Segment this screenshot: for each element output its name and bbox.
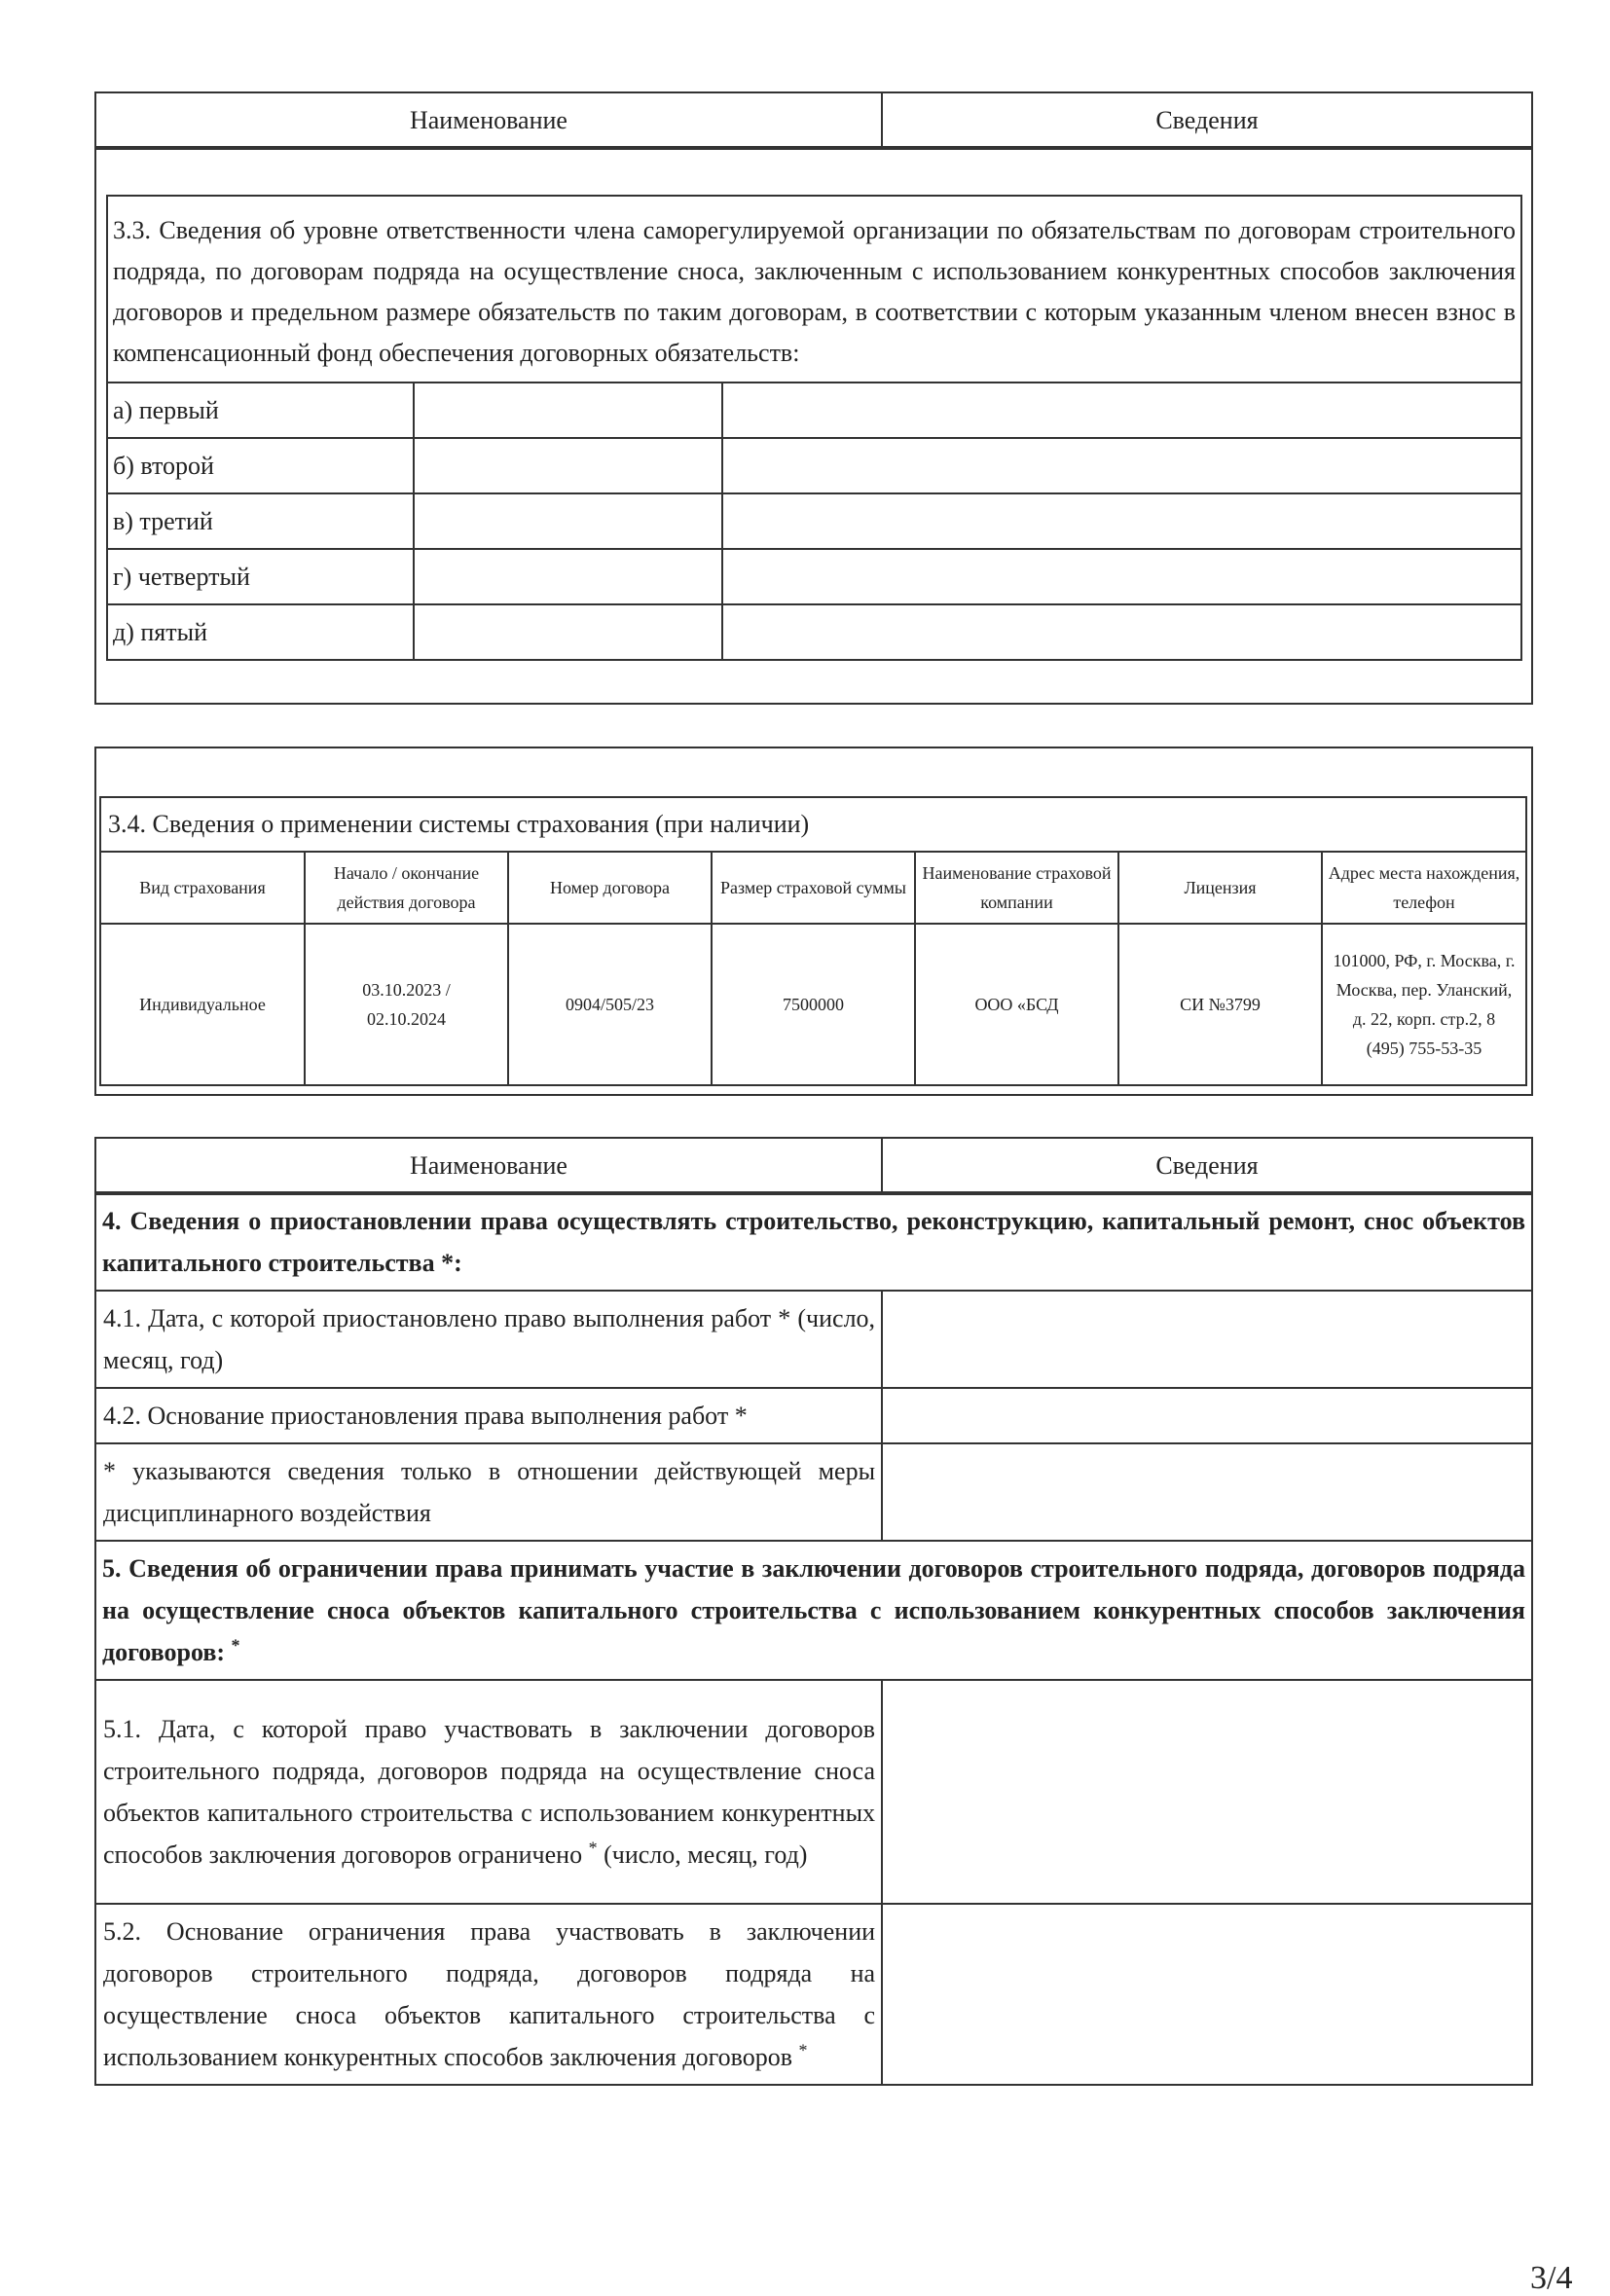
table-row: [95, 1291, 1532, 1388]
item-5-1-asterisk: *: [588, 1838, 598, 1858]
section-5-heading-asterisk: *: [231, 1635, 240, 1656]
col-insured-sum: Размер страховой суммы: [712, 852, 915, 924]
item-5-1-value: [882, 1680, 1532, 1904]
item-4-1-label: 4.1. Дата, с которой приостановлено право выполнения работ * (число, месяц, год): [95, 1291, 882, 1388]
table-row: [95, 1904, 1532, 2085]
level-amount: [722, 493, 1521, 549]
section-3-3-table: [106, 195, 1522, 661]
level-value: [414, 549, 722, 604]
table-row: [107, 438, 1521, 493]
level-amount: [722, 438, 1521, 493]
item-5-1-tail: (число, месяц, год): [604, 1840, 808, 1869]
level-label: в) третий: [107, 493, 414, 549]
section-3-3-text: 3.3. Сведения об уровне ответственности члена саморегулируемой организации по обязательствам по договорам строительного подряда, по договорам подряда на осуществление сноса, заключенным с использованием конкурентных способов заключения договоров и предельном размере обязательств по таким договорам, в соответствии с которым указанным членом внесен взнос в компенсационный фонд обеспечения договорных обязательств:: [107, 196, 1521, 383]
col-insurance-type: Вид страхования: [100, 852, 305, 924]
level-value: [414, 438, 722, 493]
item-5-1-text: 5.1. Дата, с которой право участвовать в заключении договоров строительного подряда, договоров подряда на осуществление сноса объектов капитального строительства с использованием конкурентных способов заключения договоров ограничено: [103, 1715, 876, 1869]
table-row: [95, 1388, 1532, 1443]
header-name: Наименование: [95, 1138, 882, 1194]
section-4-note: * указываются сведения только в отношении действующей меры дисциплинарного воздействия: [95, 1443, 882, 1541]
item-4-2-value: [882, 1388, 1532, 1443]
level-label: а) первый: [107, 383, 414, 438]
header-table-top: [94, 91, 1533, 150]
item-5-2-text: 5.2. Основание ограничения права участвовать в заключении договоров строительного подряда, договоров подряда на осуществление сноса объектов капитального строительства с использованием конкурентных способов заключения договоров: [103, 1917, 876, 2071]
header-info: Сведения: [882, 92, 1532, 149]
level-label: д) пятый: [107, 604, 414, 660]
table-row: [100, 924, 1526, 1085]
insurance-table: [99, 796, 1527, 1086]
section-4-note-value: [882, 1443, 1532, 1541]
item-4-1-value: [882, 1291, 1532, 1388]
level-amount: [722, 549, 1521, 604]
insurance-type-value: Индивидуальное: [100, 924, 305, 1085]
item-5-2-asterisk: *: [798, 2040, 808, 2060]
header-name: Наименование: [95, 92, 882, 149]
table-row: [107, 604, 1521, 660]
section-3-4-title: 3.4. Сведения о применении системы страхования (при наличии): [100, 797, 1526, 852]
col-license: Лицензия: [1118, 852, 1322, 924]
contract-period-value: 03.10.2023 / 02.10.2024: [305, 924, 508, 1085]
col-contract-number: Номер договора: [508, 852, 712, 924]
col-insurer-name: Наименование страховой компании: [915, 852, 1118, 924]
level-value: [414, 493, 722, 549]
table-row: [107, 383, 1521, 438]
address-value: 101000, РФ, г. Москва, г. Москва, пер. Уланский, д. 22, корп. стр.2, 8 (495) 755-53-35: [1322, 924, 1526, 1085]
insurance-header-row: [100, 852, 1526, 924]
insurer-name-value: ООО «БСД: [915, 924, 1118, 1085]
suspension-table: [94, 1191, 1533, 2086]
license-value: СИ №3799: [1118, 924, 1322, 1085]
item-5-1-label: [95, 1680, 882, 1904]
page-number: 3/4: [1530, 2260, 1573, 2296]
col-address: Адрес места нахождения, телефон: [1322, 852, 1526, 924]
col-contract-period: Начало / окончание действия договора: [305, 852, 508, 924]
table-row: [95, 1680, 1532, 1904]
item-5-2-value: [882, 1904, 1532, 2085]
contract-number-value: 0904/505/23: [508, 924, 712, 1085]
level-label: б) второй: [107, 438, 414, 493]
section-5-heading-text: 5. Сведения об ограничении права принимать участие в заключении договоров строительного подряда, договоров подряда на осуществление сноса объектов капитального строительства с использованием конкурентных способов заключения договоров:: [102, 1554, 1525, 1666]
level-amount: [722, 383, 1521, 438]
level-amount: [722, 604, 1521, 660]
item-4-2-label: 4.2. Основание приостановления права выполнения работ *: [95, 1388, 882, 1443]
level-value: [414, 383, 722, 438]
section-4-heading: 4. Сведения о приостановлении права осуществлять строительство, реконструкцию, капитальный ремонт, снос объектов капитального строительства *:: [95, 1192, 1532, 1291]
level-value: [414, 604, 722, 660]
header-info: Сведения: [882, 1138, 1532, 1194]
header-table-bottom: [94, 1137, 1533, 1195]
table-row: [95, 1443, 1532, 1541]
section-5-heading: [95, 1541, 1532, 1680]
table-row: [107, 549, 1521, 604]
insured-sum-value: 7500000: [712, 924, 915, 1085]
table-row: [107, 493, 1521, 549]
level-label: г) четвертый: [107, 549, 414, 604]
item-5-2-label: [95, 1904, 882, 2085]
